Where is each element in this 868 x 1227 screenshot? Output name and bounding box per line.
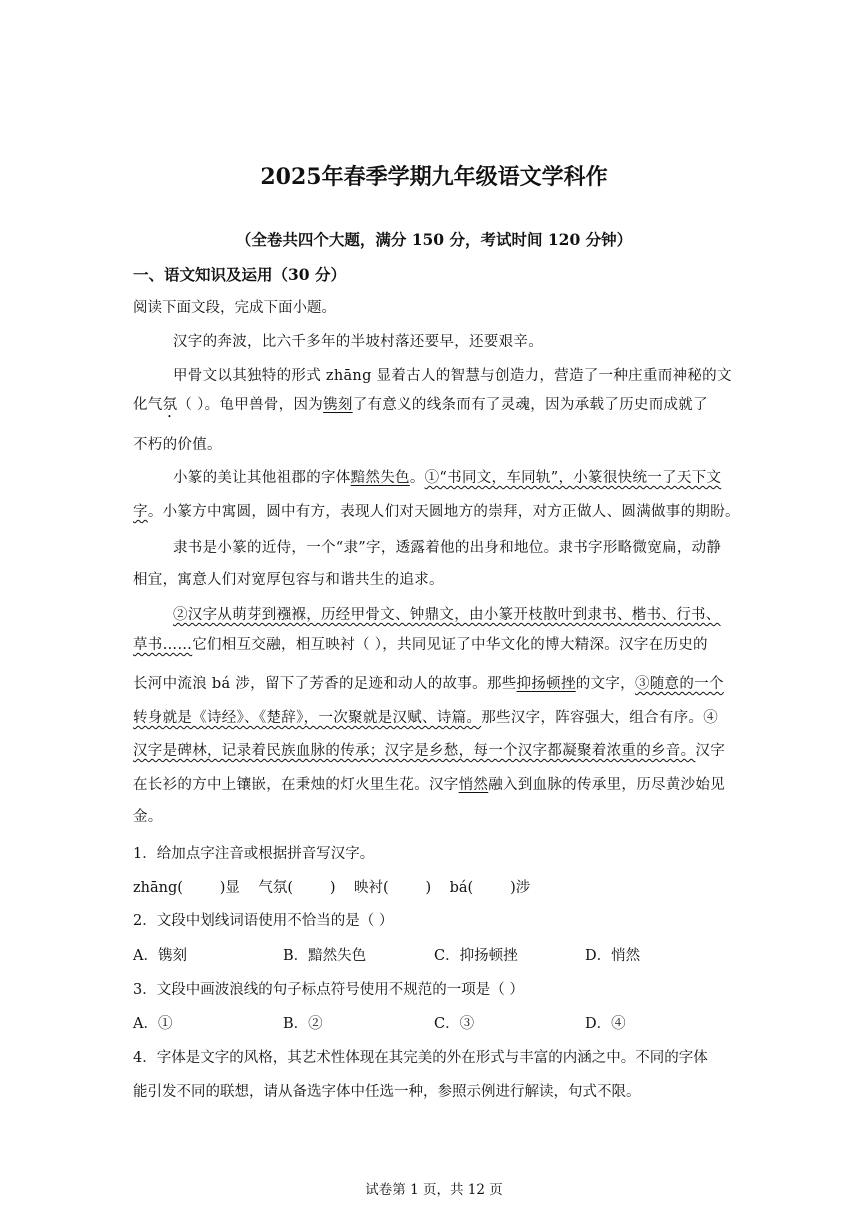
passage-line (133, 393, 708, 421)
wavy-sentence: 汉字是碑林，记录着民族血脉的传承；汉字是乡愁，每一个汉字都凝聚着浓重的乡音。 (133, 743, 696, 759)
dotted-char: 氛 (162, 397, 178, 413)
wavy-sentence: ③随意的一个 (634, 676, 724, 692)
passage-line (133, 672, 724, 693)
wavy-sentence: 字 (133, 504, 148, 520)
question-3-stem: 3．文段中画波浪线的句子标点符号使用不规范的一项是（ ） (133, 982, 524, 998)
text-span: 。 (409, 470, 425, 486)
wavy-sentence: 转身就是《诗经》、《楚辞》，一次聚就是汉赋、诗篇。 (133, 710, 482, 726)
q2-option-c[interactable]: C．抑扬顿挫 (434, 948, 518, 964)
q3-option-b[interactable]: B．② (283, 1016, 323, 1032)
underlined-word: 悄然 (458, 777, 489, 793)
passage-line: 隶书是小篆的近侍，一个“隶”字，透露着他的出身和地位。隶书字形略微宽扁，动静 (173, 540, 722, 556)
text-span: 。小篆方中寓圆，圆中有方，表现人们对天圆地方的崇拜，对方正做人、圆满做事的期盼。 (147, 504, 740, 520)
text-span: （ ）。龟甲兽骨，因为 (177, 397, 324, 413)
text-span: 它们相互交融，相互映衬（ ），共同见证了中华文化的博大精深。汉字在历史的 (192, 637, 708, 653)
question-1-items: zhāng( )显 气氛( ) 映衬( ) bá( )涉 (133, 880, 531, 896)
q3-option-c[interactable]: C．③ (434, 1016, 475, 1032)
q2-option-a[interactable]: A．镌刻 (133, 948, 187, 964)
text-span: 化气 (133, 397, 163, 413)
wavy-sentence: ①“书同文，车同轨”，小篆很快统一了天下文 (424, 470, 722, 486)
passage-line (133, 500, 740, 521)
text-span: 在长衫的方中上镶嵌，在秉烛的灯火里生花。汉字 (133, 777, 459, 793)
page-footer: 试卷第 1 页，共 12 页 (365, 1182, 503, 1198)
wavy-sentence: 草书…… (133, 637, 193, 653)
section-heading: 一、语文知识及运用（30 分） (133, 265, 346, 284)
text-span: 的文字， (575, 676, 635, 692)
question-4-line: 4．字体是文字的风格，其艺术性体现在其完美的外在形式与丰富的内涵之中。不同的字体 (133, 1050, 708, 1066)
text-span: 融入到血脉的传承里，历尽黄沙始见 (488, 777, 726, 793)
passage-line (133, 633, 708, 654)
underlined-word: 镌刻 (323, 397, 353, 413)
question-4-line: 能引发不同的联想，请从备选字体中任选一种，参照示例进行解读，句式不限。 (133, 1084, 641, 1100)
question-1-stem: 1．给加点字注音或根据拼音写汉字。 (133, 846, 375, 862)
q3-option-d[interactable]: D．④ (585, 1016, 626, 1032)
passage-line: 甲骨文以其独特的形式 zhāng 显着古人的智慧与创造力，营造了一种庄重而神秘的文 (173, 368, 732, 384)
passage-line (133, 773, 725, 794)
passage-line (173, 466, 721, 487)
text-span: 了有意义的线条而有了灵魂，因为承载了历史而成就了 (352, 397, 708, 413)
passage-line: 汉字的奔波，比六千多年的半坡村落还要早，还要艰辛。 (173, 334, 543, 350)
wavy-sentence: ②汉字从萌芽到襁褓，历经甲骨文、钟鼎文，由小篆开枝散叶到隶书、楷书、行书、 (173, 607, 721, 623)
text-span: 汉字 (695, 743, 726, 759)
text-span: 长河中流浪 bá 涉，留下了芳香的足迹和动人的故事。那些 (133, 676, 517, 692)
passage-line: 相宜，寓意人们对宽厚包容与和谐共生的追求。 (133, 572, 444, 588)
question-2-stem: 2．文段中划线词语使用不恰当的是（ ） (133, 913, 394, 929)
q3-option-a[interactable]: A．① (133, 1016, 173, 1032)
passage-line (133, 739, 725, 760)
underlined-word: 黯然失色 (350, 470, 410, 486)
text-span: 那些汉字，阵容强大，组合有序。④ (481, 710, 719, 726)
passage-line: 不朽的价值。 (133, 437, 222, 453)
passage-line: 金。 (133, 809, 163, 825)
q2-option-d[interactable]: D．悄然 (585, 948, 641, 964)
text-span: 小篆的美让其他祖郡的字体 (173, 470, 351, 486)
exam-subtitle: （全卷共四个大题，满分 150 分，考试时间 120 分钟） (235, 230, 633, 249)
intro-text: 阅读下面文段，完成下面小题。 (133, 300, 336, 316)
passage-line (173, 603, 721, 624)
q2-option-b[interactable]: B．黯然失色 (283, 948, 367, 964)
passage-line (133, 706, 718, 727)
underlined-word: 抑扬顿挫 (516, 676, 576, 692)
page-title: 2025年春季学期九年级语文学科作 (260, 164, 608, 190)
